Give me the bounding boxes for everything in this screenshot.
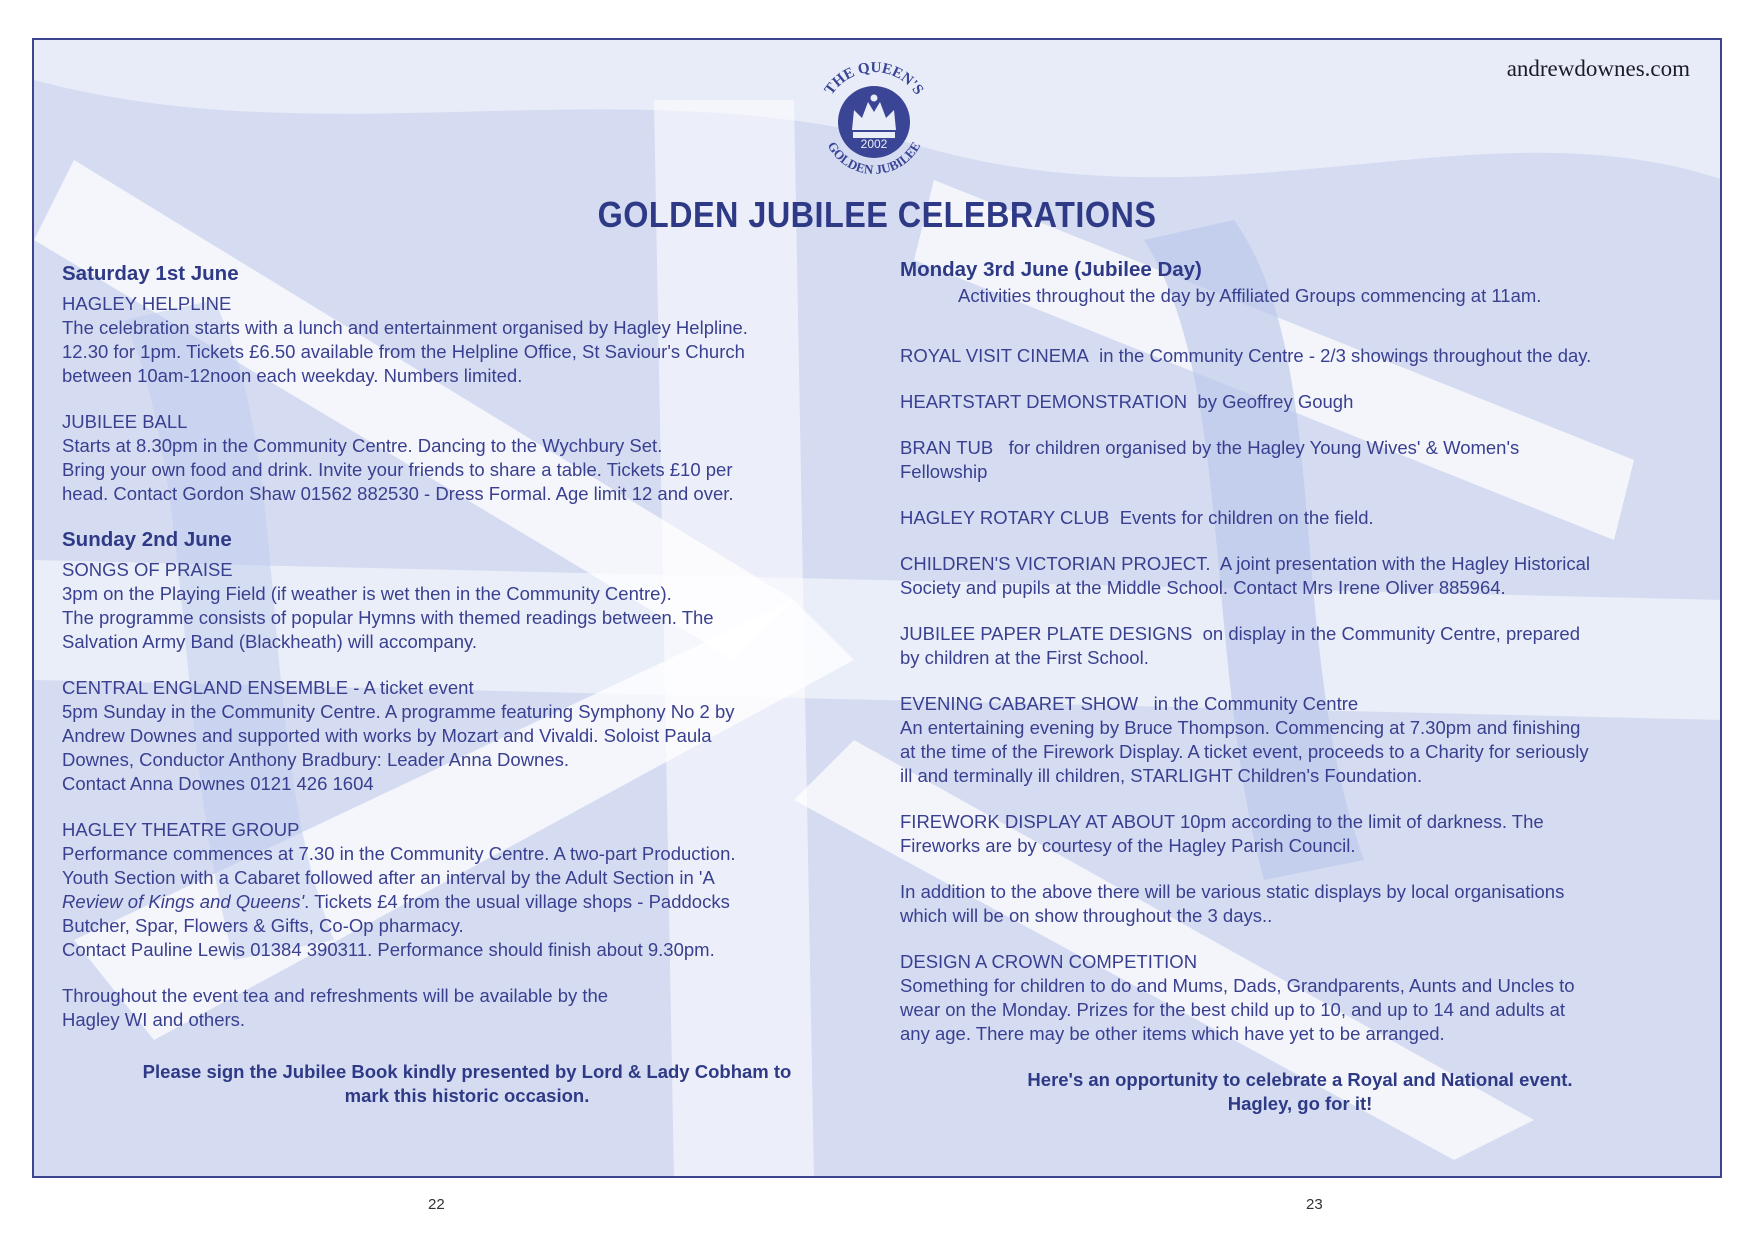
event-text: Salvation Army Band (Blackheath) will accompany. [62, 631, 478, 652]
event-design-a-crown [900, 950, 1722, 1046]
emblem-text-top: THE QUEEN'S [821, 59, 927, 98]
event-victorian-project [900, 552, 1722, 600]
event-text: by Geoffrey Gough [1197, 391, 1354, 412]
emblem-year: 2002 [860, 137, 888, 151]
event-text: for children organised by the Hagley Young Wives' & Women's [1008, 437, 1520, 458]
event-text-rest: . Tickets £4 from the usual village shops - Paddocks [304, 891, 730, 912]
event-text: Fellowship [900, 461, 988, 482]
left-column [62, 262, 872, 1108]
event-hagley-theatre-group [62, 818, 872, 962]
note-text: which will be on show throughout the 3 days.. [900, 905, 1273, 926]
event-heading: SONGS OF PRAISE [62, 559, 233, 580]
day-heading-sunday: Sunday 2nd June [62, 528, 232, 551]
page-number-left: 22 [428, 1196, 445, 1213]
event-firework-display [900, 810, 1722, 858]
right-column [900, 258, 1722, 1116]
event-heading: CENTRAL ENGLAND ENSEMBLE - A ticket event [62, 677, 474, 698]
event-hagley-helpline [62, 292, 872, 388]
closing-text: Here's an opportunity to celebrate a Royal and National event. [1027, 1069, 1573, 1090]
event-text: at the time of the Firework Display. A ticket event, proceeds to a Charity for seriously [900, 741, 1589, 762]
event-text: ill and terminally ill children, STARLIGHT Children's Foundation. [900, 765, 1423, 786]
event-text: wear on the Monday. Prizes for the best child up to 10, and up to 14 and adults at [900, 999, 1566, 1020]
event-text: Butcher, Spar, Flowers & Gifts, Co-Op pharmacy. [62, 915, 464, 936]
closing-text: Please sign the Jubilee Book kindly presented by Lord & Lady Cobham to [142, 1061, 792, 1082]
event-text: Something for children to do and Mums, Dads, Grandparents, Aunts and Uncles to [900, 975, 1575, 996]
closing-text: mark this historic occasion. [344, 1085, 590, 1106]
event-text: Andrew Downes and supported with works by Mozart and Vivaldi. Soloist Paula [62, 725, 712, 746]
event-text: any age. There may be other items which have yet to be arranged. [900, 1023, 1445, 1044]
day-heading-saturday: Saturday 1st June [62, 262, 239, 285]
event-paper-plate-designs [900, 622, 1722, 670]
event-text: The programme consists of popular Hymns with themed readings between. The [62, 607, 714, 628]
event-heading: HAGLEY ROTARY CLUB [900, 507, 1110, 528]
event-heading: HAGLEY THEATRE GROUP [62, 819, 300, 840]
note-text: In addition to the above there will be various static displays by local organisations [900, 881, 1565, 902]
event-text: Youth Section with a Cabaret followed after an interval by the Adult Section in 'A [62, 867, 715, 888]
event-text: by children at the First School. [900, 647, 1149, 668]
event-text: in the Community Centre - 2/3 showings throughout the day. [1099, 345, 1592, 366]
event-bran-tub [900, 436, 1722, 484]
event-text: between 10am-12noon each weekday. Numbers limited. [62, 365, 523, 386]
production-title: Review of Kings and Queens' [62, 891, 305, 912]
event-heartstart [900, 390, 1722, 414]
refreshments-note [62, 984, 872, 1032]
event-text: on display in the Community Centre, prepared [1202, 623, 1580, 644]
event-text: Society and pupils at the Middle School. Contact Mrs Irene Oliver 885964. [900, 577, 1506, 598]
note-text: Hagley WI and others. [62, 1009, 246, 1030]
event-heading: ROYAL VISIT CINEMA [900, 345, 1089, 366]
event-text: Performance commences at 7.30 in the Community Centre. A two-part Production. [62, 843, 736, 864]
event-text: Contact Pauline Lewis 01384 390311. Performance should finish about 9.30pm. [62, 939, 715, 960]
event-text: A joint presentation with the Hagley Historical [1219, 553, 1591, 574]
event-royal-visit-cinema [900, 344, 1722, 368]
event-heading: JUBILEE BALL [62, 411, 188, 432]
event-heading: CHILDREN'S VICTORIAN PROJECT. [900, 553, 1211, 574]
page-frame [32, 38, 1722, 1178]
event-heading: DESIGN A CROWN COMPETITION [900, 951, 1198, 972]
closing-celebrate [900, 1068, 1700, 1116]
event-text: in the Community Centre [1153, 693, 1359, 714]
closing-jubilee-book [62, 1060, 872, 1108]
event-text: Fireworks are by courtesy of the Hagley Parish Council. [900, 835, 1356, 856]
event-text: Events for children on the field. [1119, 507, 1374, 528]
event-text: The celebration starts with a lunch and entertainment organised by Hagley Helpline. [62, 317, 748, 338]
golden-jubilee-emblem [804, 52, 944, 192]
event-text: Starts at 8.30pm in the Community Centre. Dancing to the Wychbury Set. [62, 435, 663, 456]
event-text: 3pm on the Playing Field (if weather is wet then in the Community Centre). [62, 583, 672, 604]
event-text: 5pm Sunday in the Community Centre. A programme featuring Symphony No 2 by [62, 701, 735, 722]
event-text: FIREWORK DISPLAY AT ABOUT 10pm according to the limit of darkness. The [900, 811, 1544, 832]
event-text: Bring your own food and drink. Invite your friends to share a table. Tickets £10 per [62, 459, 733, 480]
event-heading: HAGLEY HELPLINE [62, 293, 232, 314]
day-heading-monday: Monday 3rd June (Jubilee Day) [900, 258, 1202, 281]
event-rotary-club [900, 506, 1722, 530]
closing-text: Hagley, go for it! [1227, 1093, 1373, 1114]
note-text: Throughout the event tea and refreshments will be available by the [62, 985, 609, 1006]
event-cabaret-show [900, 692, 1722, 788]
emblem-text-bottom: GOLDEN JUBILEE [824, 138, 924, 178]
page-number-right: 23 [1306, 1196, 1323, 1213]
monday-intro: Activities throughout the day by Affiliated Groups commencing at 11am. [958, 285, 1542, 306]
event-jubilee-ball [62, 410, 872, 506]
event-text: Downes, Conductor Anthony Bradbury: Leader Anna Downes. [62, 749, 570, 770]
static-displays-note [900, 880, 1722, 928]
event-songs-of-praise [62, 558, 872, 654]
event-heading: BRAN TUB [900, 437, 994, 458]
event-text: Contact Anna Downes 0121 426 1604 [62, 773, 374, 794]
page-title: GOLDEN JUBILEE CELEBRATIONS [597, 194, 1157, 235]
event-text: An entertaining evening by Bruce Thompson. Commencing at 7.30pm and finishing [900, 717, 1581, 738]
event-heading: JUBILEE PAPER PLATE DESIGNS [900, 623, 1193, 644]
event-text [62, 890, 872, 914]
event-text: 12.30 for 1pm. Tickets £6.50 available from the Helpline Office, St Saviour's Church [62, 341, 745, 362]
event-text: head. Contact Gordon Shaw 01562 882530 - Dress Formal. Age limit 12 and over. [62, 483, 734, 504]
event-central-england-ensemble [62, 676, 872, 796]
event-heading: HEARTSTART DEMONSTRATION [900, 391, 1188, 412]
website-url: andrewdownes.com [1506, 56, 1690, 81]
event-heading: EVENING CABARET SHOW [900, 693, 1139, 714]
